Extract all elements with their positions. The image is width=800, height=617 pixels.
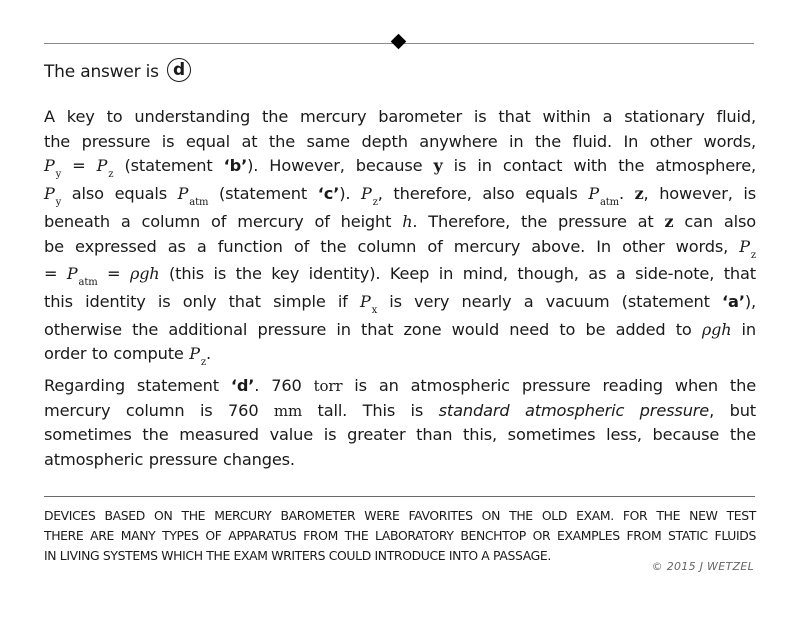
explanation-paragraph-2: [44, 374, 756, 473]
text-line: A key to understanding the mercury barometer is that within a stationary fluid,: [44, 107, 756, 126]
text-line: be expressed as a function of the column of mercury above. In other words, $P_z$: [44, 236, 756, 261]
answer-prefix: The answer is: [44, 62, 159, 82]
footnote-line: THERE ARE MANY TYPES OF APPARATUS FROM THE LABORATORY BENCHTOP OR EXAMPLES FROM STATIC FLUIDS: [44, 528, 756, 544]
footnote-line: IN LIVING SYSTEMS WHICH THE EXAM WRITERS COULD INTRODUCE INTO A PASSAGE.: [44, 548, 551, 564]
explanation-paragraph-1: [44, 105, 756, 370]
text-line: the pressure is equal at the same depth anywhere in the fluid. In other words,: [44, 131, 756, 151]
footnote-line: DEVICES BASED ON THE MERCURY BAROMETER WERE FAVORITES ON THE OLD EXAM. FOR THE NEW TEST: [44, 508, 756, 523]
text-line: $P_y = P_z$ (statement ‘b’). However, because y is in contact with the atmosphere,: [44, 156, 757, 181]
text-line: atmospheric pressure changes.: [44, 450, 295, 470]
text-line: order to compute $P_z$.: [44, 344, 211, 369]
copyright: © 2015 J WETZEL: [651, 560, 754, 573]
text-line: sometimes the measured value is greater than this, sometimes less, because the: [44, 425, 756, 445]
text-line: otherwise the additional pressure in that zone would need to be added to ρgh in: [44, 319, 757, 339]
answer-choice-badge: d: [167, 58, 191, 82]
text-line: this identity is only that simple if $P_x$ is very nearly a vacuum (statement ‘a’),: [44, 291, 756, 316]
text-line: Regarding statement ‘d’. 760 torr is an atmospheric pressure reading when the: [44, 376, 757, 395]
bottom-divider: [44, 496, 755, 497]
answer-line: [44, 60, 191, 84]
footnote: [44, 506, 756, 567]
text-line: = $P_{atm} = \rho gh$ (this is the key identity). Keep in mind, though, as a side-note, that: [44, 264, 756, 289]
text-line: beneath a column of mercury of height h. Therefore, the pressure at z can also: [44, 211, 756, 231]
text-line: mercury column is 760 mm tall. This is standard atmospheric pressure, but: [44, 400, 756, 420]
diamond-ornament-icon: [391, 34, 407, 50]
text-line: $P_y$ also equals $P_{atm}$ (statement ‘c’). $P_z$, therefore, also equals $P_{atm}$. z, however, is: [44, 184, 756, 209]
